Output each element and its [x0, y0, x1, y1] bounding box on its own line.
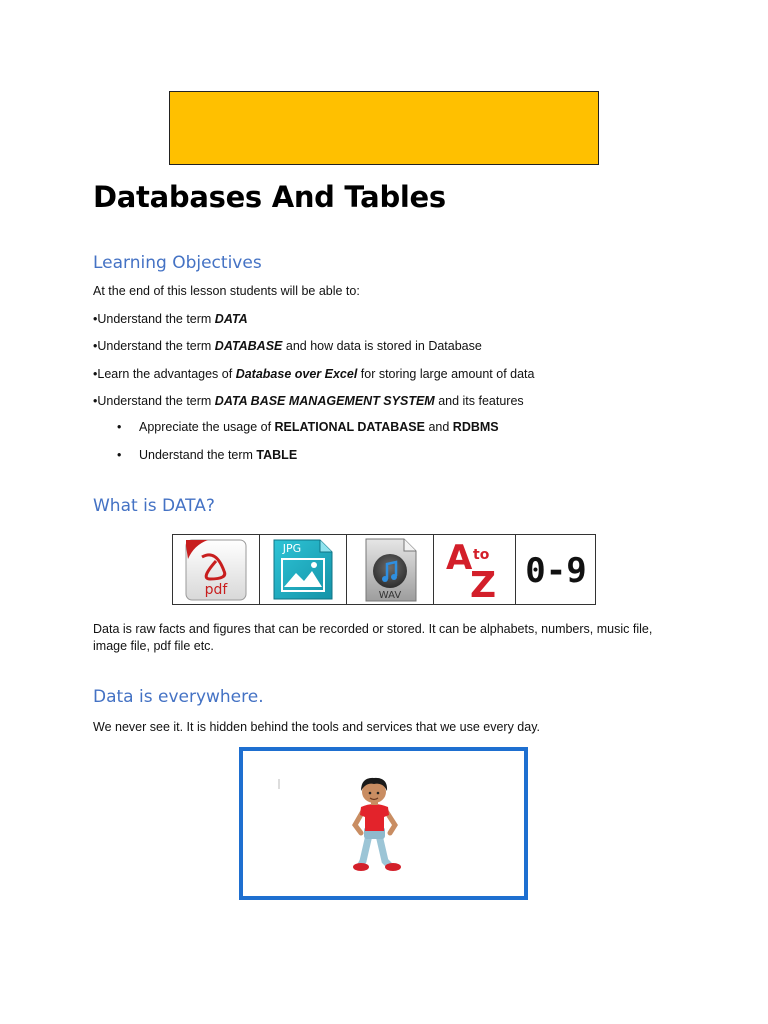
to-text: to: [472, 546, 489, 563]
sub-objective-text: Understand the term: [139, 448, 257, 462]
page-title: Databases And Tables: [93, 180, 446, 214]
pdf-icon: [180, 537, 252, 603]
sub-objective-bold: RELATIONAL DATABASE: [274, 420, 425, 434]
pdf-icon-cell: [173, 535, 260, 604]
objective-text: •Understand the term: [93, 312, 215, 326]
objective-text: for storing large amount of data: [357, 367, 535, 381]
z-letter: Z: [469, 564, 496, 603]
sub-objective-text: Appreciate the usage of: [139, 420, 275, 434]
objective-emphasis: DATA BASE MANAGEMENT SYSTEM: [214, 394, 435, 408]
file-type-icon-strip: [172, 534, 596, 605]
what-is-data-heading: What is DATA?: [93, 496, 215, 516]
animation-frame: [239, 747, 528, 900]
objective-item: [93, 338, 482, 355]
digits-icon: [518, 540, 594, 600]
objective-item: [93, 366, 534, 383]
data-definition-line-2: image file, pdf file etc.: [93, 639, 214, 653]
objective-text: •Learn the advantages of: [93, 367, 236, 381]
sub-objective-text: and: [424, 420, 453, 434]
a-letter: A: [445, 537, 472, 578]
sub-objective-item: [117, 448, 297, 462]
wav-icon-label: WAV: [378, 589, 402, 601]
yellow-banner: [169, 91, 599, 165]
bullet: •: [117, 420, 122, 434]
objective-text: •Understand the term: [93, 339, 215, 353]
digits-icon-cell: [516, 535, 595, 604]
a-to-z-icon-cell: [434, 535, 516, 604]
data-definition-line-1: Data is raw facts and figures that can be recorded or stored. It can be alphabets, numbers, music file,: [93, 622, 653, 636]
wav-icon: [358, 537, 422, 603]
objective-text: and how data is stored in Database: [282, 339, 482, 353]
sub-objective-item: [117, 420, 499, 434]
jpg-icon: [268, 537, 338, 603]
a-to-z-icon: [440, 537, 510, 603]
bullet: •: [117, 448, 122, 462]
objectives-intro: At the end of this lesson students will be able to:: [93, 284, 360, 298]
objective-emphasis: Database over Excel: [235, 367, 358, 381]
jpg-icon-cell: [260, 535, 347, 604]
objective-item: [93, 311, 248, 328]
objective-text: •Understand the term: [93, 394, 215, 408]
data-everywhere-text: We never see it. It is hidden behind the tools and services that we use every day.: [93, 720, 541, 734]
objective-emphasis: DATABASE: [214, 339, 283, 353]
learning-objectives-heading: Learning Objectives: [93, 253, 262, 273]
data-everywhere-heading: Data is everywhere.: [93, 687, 264, 707]
objective-emphasis: DATA: [214, 312, 248, 326]
cartoon-boy-illustration: [243, 751, 524, 896]
objective-text: and its features: [434, 394, 524, 408]
sub-objective-bold: RDBMS: [452, 420, 499, 434]
jpg-icon-label: JPG: [282, 541, 302, 555]
objective-item: [93, 393, 524, 410]
pdf-icon-label: pdf: [204, 581, 228, 598]
sub-objective-bold: TABLE: [256, 448, 298, 462]
wav-icon-cell: [347, 535, 434, 604]
digits-label: 0-9: [524, 550, 587, 591]
